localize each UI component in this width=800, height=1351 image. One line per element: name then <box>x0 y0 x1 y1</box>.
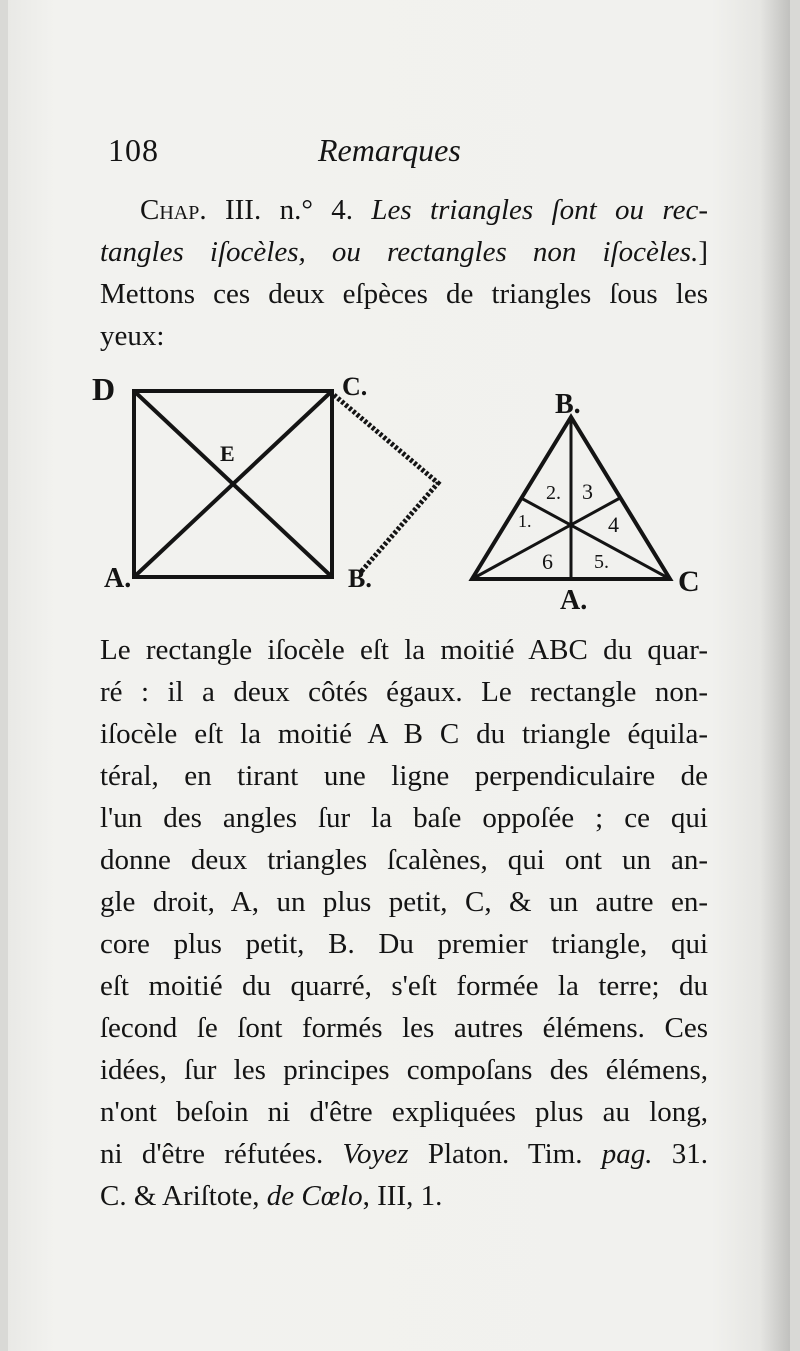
region-2: 2. <box>546 482 561 504</box>
page-number: 108 <box>108 132 159 168</box>
label-D: D <box>92 371 116 407</box>
intro-line-4: yeux: <box>100 320 165 352</box>
body-line-10: ſecond ſe ſont formés les autres élémens. Ces <box>100 1012 708 1044</box>
region-6: 6 <box>542 549 553 574</box>
label-A-square: A. <box>104 563 132 594</box>
body-line-6: donne deux triangles ſcalènes, qui ont un an- <box>100 844 708 876</box>
text-fragment: C. & Ariſtote, <box>100 1180 267 1212</box>
body-line-3: iſocèle eſt la moitié A B C du triangle équila- <box>100 718 708 750</box>
intro-line-2 <box>100 232 708 272</box>
label-C-triangle: C <box>678 565 700 598</box>
quoted-text-cont: tangles iſocèles, ou rectangles non iſocèles. <box>100 236 699 268</box>
label-E: E <box>220 441 235 466</box>
closing-bracket: ] <box>698 236 708 268</box>
text-fragment: 31. <box>652 1138 709 1170</box>
body-line-2: ré : il a deux côtés égaux. Le rectangle non- <box>100 676 708 708</box>
body-line-8: core plus petit, B. Du premier triangle, qui <box>100 928 708 960</box>
voyez-italic: Voyez <box>342 1138 409 1170</box>
label-B-square: B. <box>348 564 372 593</box>
chapter-number: III. n.° 4. <box>206 194 372 226</box>
page-gutter-shadow <box>760 0 790 1351</box>
geometry-figure <box>90 365 710 620</box>
de-coelo-italic: de Cœlo <box>266 1180 363 1212</box>
body-line-9: eſt moitié du quarré, s'eſt formée la terre; du <box>100 970 708 1002</box>
triangle-diagram <box>472 389 700 616</box>
label-C-square: C. <box>342 372 368 401</box>
region-1: 1. <box>518 511 532 531</box>
region-5: 5. <box>594 551 609 573</box>
chapter-ref: Chap. <box>140 194 207 226</box>
body-line-11: idées, ſur les principes compoſans des élémens, <box>100 1054 708 1086</box>
intro-line-3: Mettons ces deux eſpèces de triangles ſous les <box>100 278 708 310</box>
region-3: 3 <box>582 479 593 504</box>
dotted-triangle-half <box>334 395 438 573</box>
pag-italic: pag. <box>601 1138 653 1170</box>
body-line-14 <box>100 1176 708 1216</box>
body-line-13 <box>100 1134 708 1174</box>
intro-line-1 <box>140 190 708 230</box>
text-fragment: Platon. Tim. <box>408 1138 602 1170</box>
body-line-7: gle droit, A, un plus petit, C, & un autre en- <box>100 886 708 918</box>
body-line-12: n'ont beſoin ni d'être expliquées plus au long, <box>100 1096 708 1128</box>
body-line-1: Le rectangle iſocèle eſt la moitié ABC du quar- <box>100 634 708 666</box>
quoted-text: Les triangles ſont ou rec- <box>371 194 708 226</box>
label-B-triangle: B. <box>555 389 581 420</box>
running-header <box>108 132 708 172</box>
square-diagram <box>92 371 438 594</box>
text-fragment: , III, 1. <box>362 1180 443 1212</box>
figure-svg <box>90 365 710 620</box>
running-title: Remarques <box>318 132 461 168</box>
text-fragment: ni d'être réfutées. <box>100 1138 343 1170</box>
body-line-4: téral, en tirant une ligne perpendiculaire de <box>100 760 708 792</box>
body-line-5: l'un des angles ſur la baſe oppoſée ; ce qui <box>100 802 708 834</box>
label-A-triangle: A. <box>560 585 588 616</box>
region-4: 4 <box>608 512 619 537</box>
